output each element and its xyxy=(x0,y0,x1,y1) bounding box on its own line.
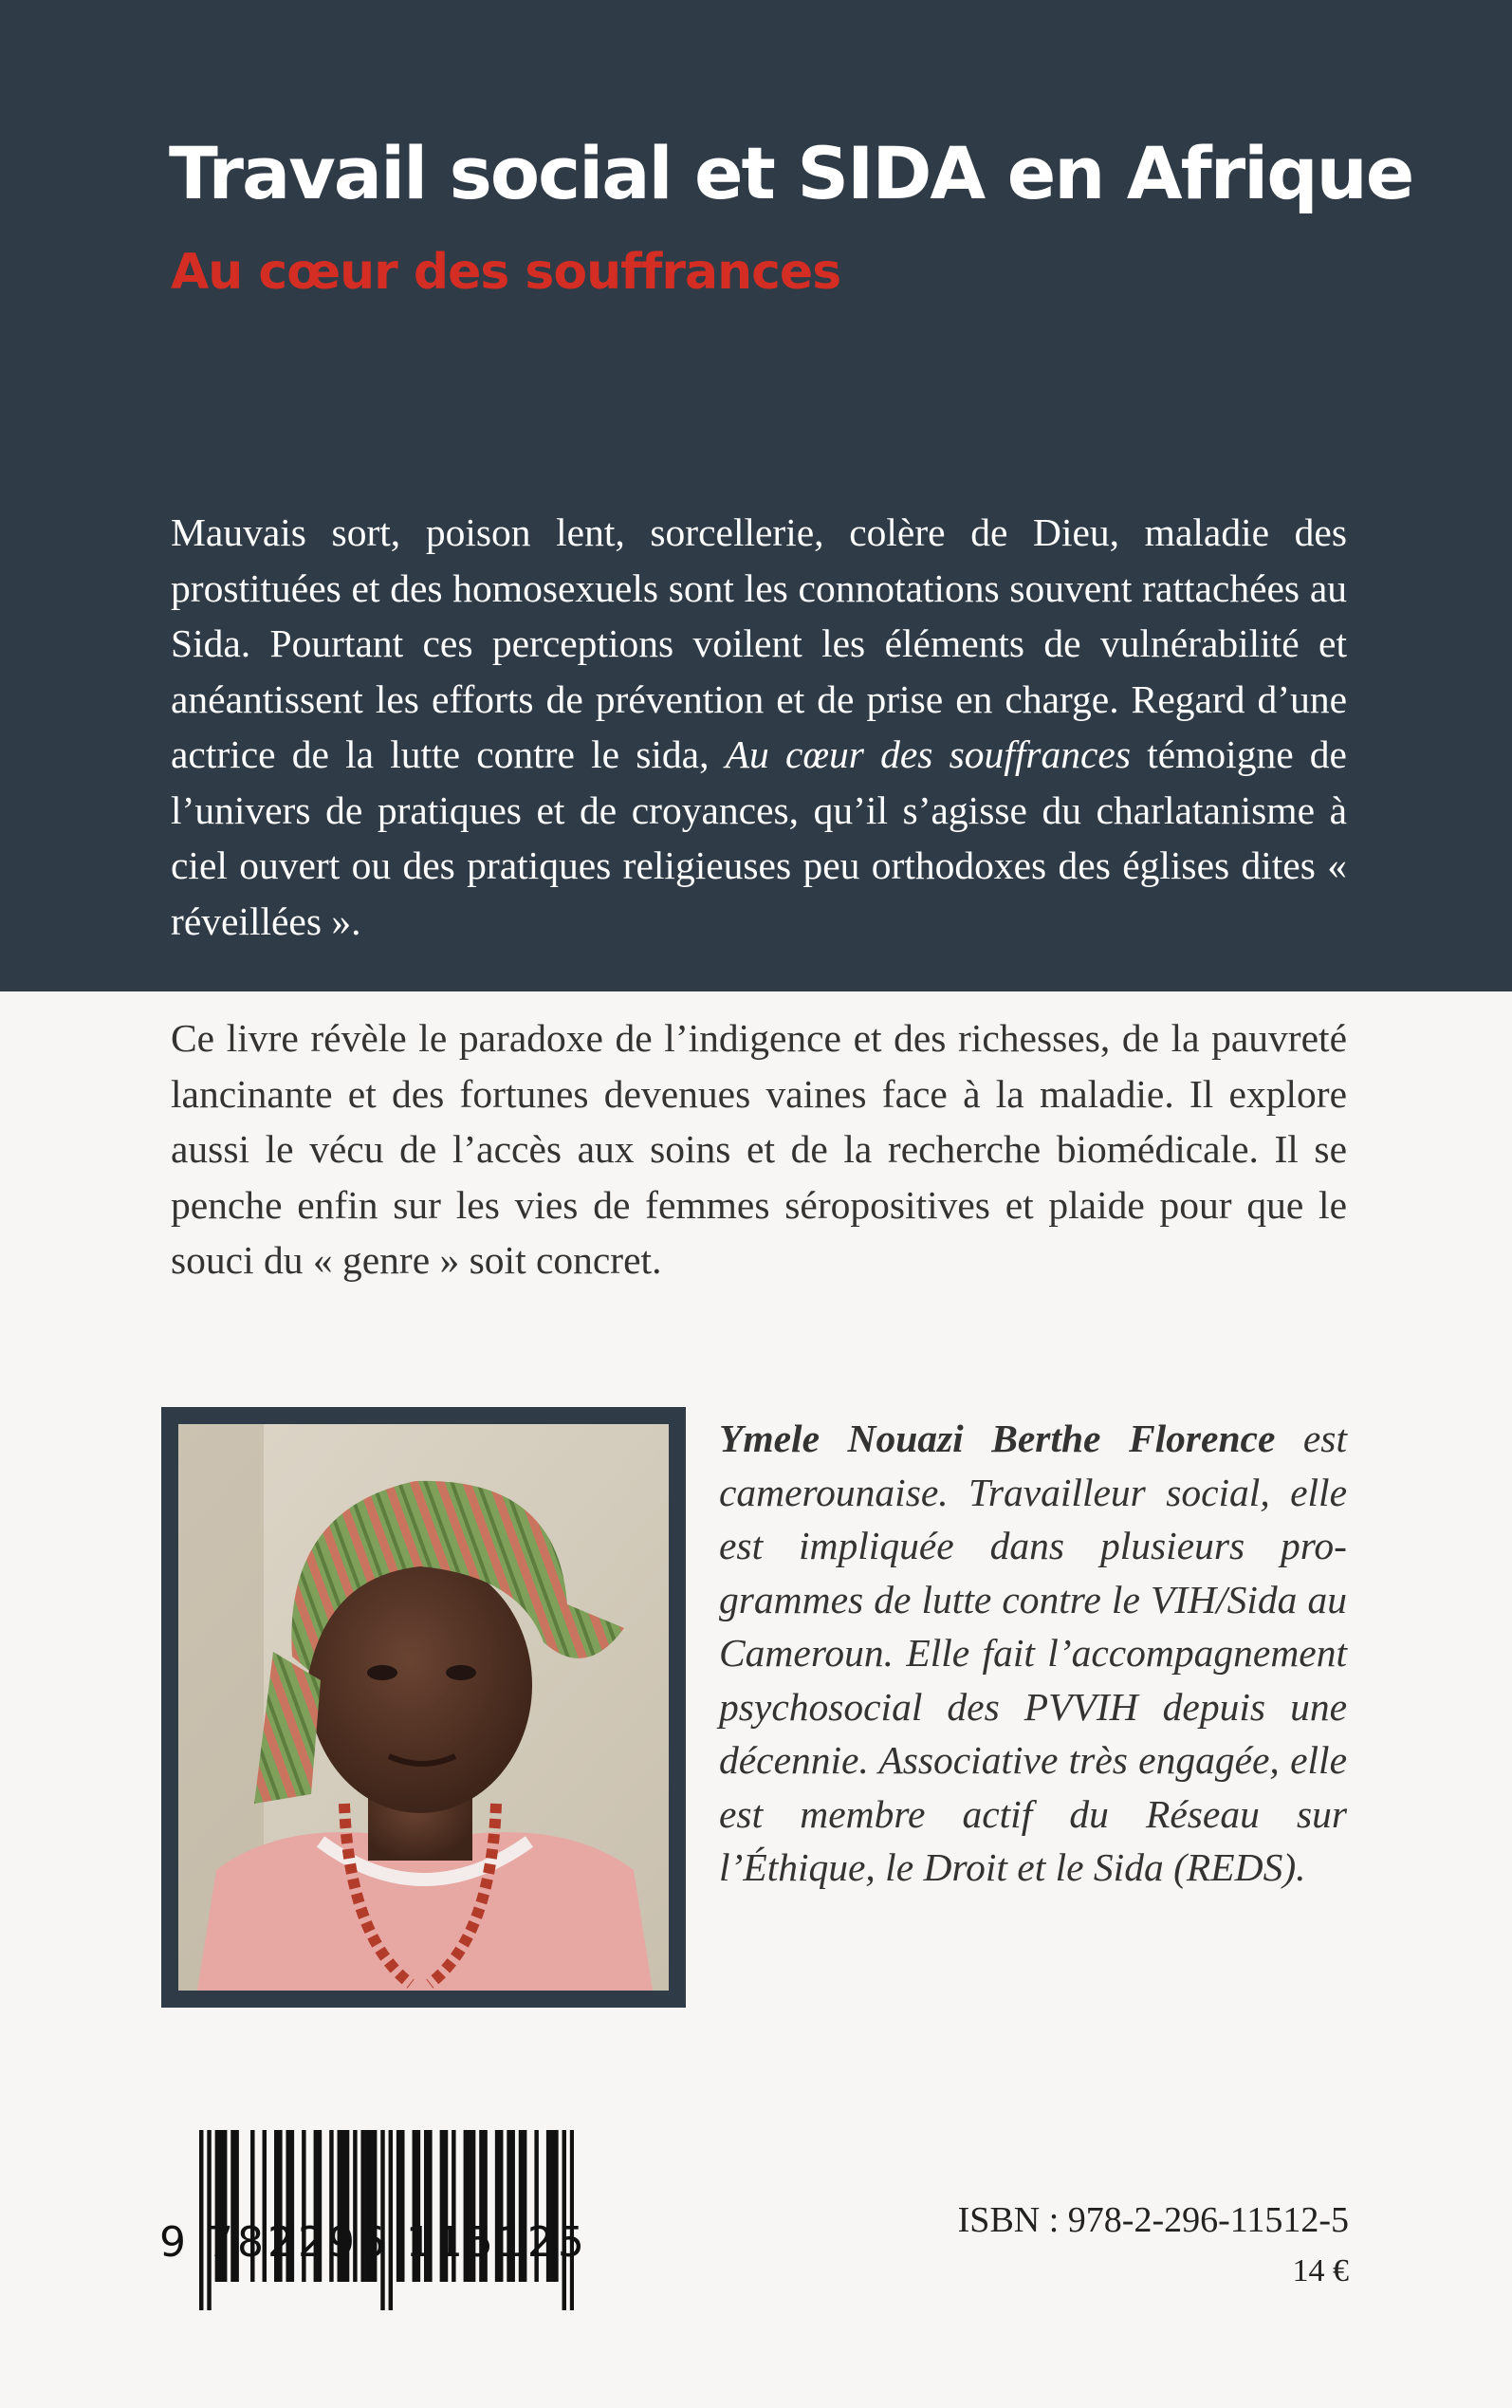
author-photo xyxy=(178,1424,669,1991)
book-subtitle: Au cœur des souffrances xyxy=(171,244,841,301)
blurb-paragraph-1-part-b: témoigne de l’univers de pratiques et de croyances, qu’il s’agisse du charlatanisme à ciel ouvert ou des pratiques religieuses peu orthodoxes des églises dites « réveillées ». xyxy=(171,732,1347,943)
blurb-paragraph-2: Ce livre révèle le paradoxe de l’indigence et des richesses, de la pauvreté lancinante et des fortunes devenues vaines face à la maladie. Il explore aussi le vécu de l’accès aux soins et de la recherche biomédicale. Il se penche enfin sur les vies de femmes séropositives et plaide pour que le souci du « genre » soit concret. xyxy=(171,1016,1347,1282)
blurb-paragraph-1-part-a: Mauvais sort, poison lent, sorcellerie, colère de Dieu, maladie des prostituées et des homosexuels sont les connotations souvent rattachées au Sida. Pourtant ces perceptions voilent les éléments de vulnérabilité et anéantissent les efforts de prévention et de prise en charge. Regard d’une actrice de la lutte contre le sida, xyxy=(171,510,1347,776)
left-eye xyxy=(367,1665,397,1680)
author-bio-text: est camerounaise. Travailleur social, elle est impliquée dans plusieurs programmes de lutte contre le VIH/Sida au Cameroun. Elle fait l’accompagnement psychosocial des PVVIH depuis une décennie. Associative très engagée, elle est membre actif du Réseau sur l’Éthique, le Droit et le Sida (REDS). xyxy=(719,1417,1347,1889)
blurb-paragraph-1 xyxy=(171,505,1347,949)
book-title: Travail social et SIDA en Afrique xyxy=(169,131,1413,215)
author-photo-frame xyxy=(161,1407,686,2008)
author-bio xyxy=(719,1412,1347,1895)
barcode-digits: 9 782296 115125 xyxy=(159,2218,588,2267)
blurb-paragraph-1-emphasis: Au cœur des souffrances xyxy=(725,732,1131,776)
price: 14 € xyxy=(1292,2253,1349,2288)
isbn-number: ISBN : 978-2-296-11512-5 xyxy=(957,2200,1349,2240)
right-eye xyxy=(446,1665,476,1680)
author-name: Ymele Nouazi Berthe Florence xyxy=(719,1417,1276,1460)
